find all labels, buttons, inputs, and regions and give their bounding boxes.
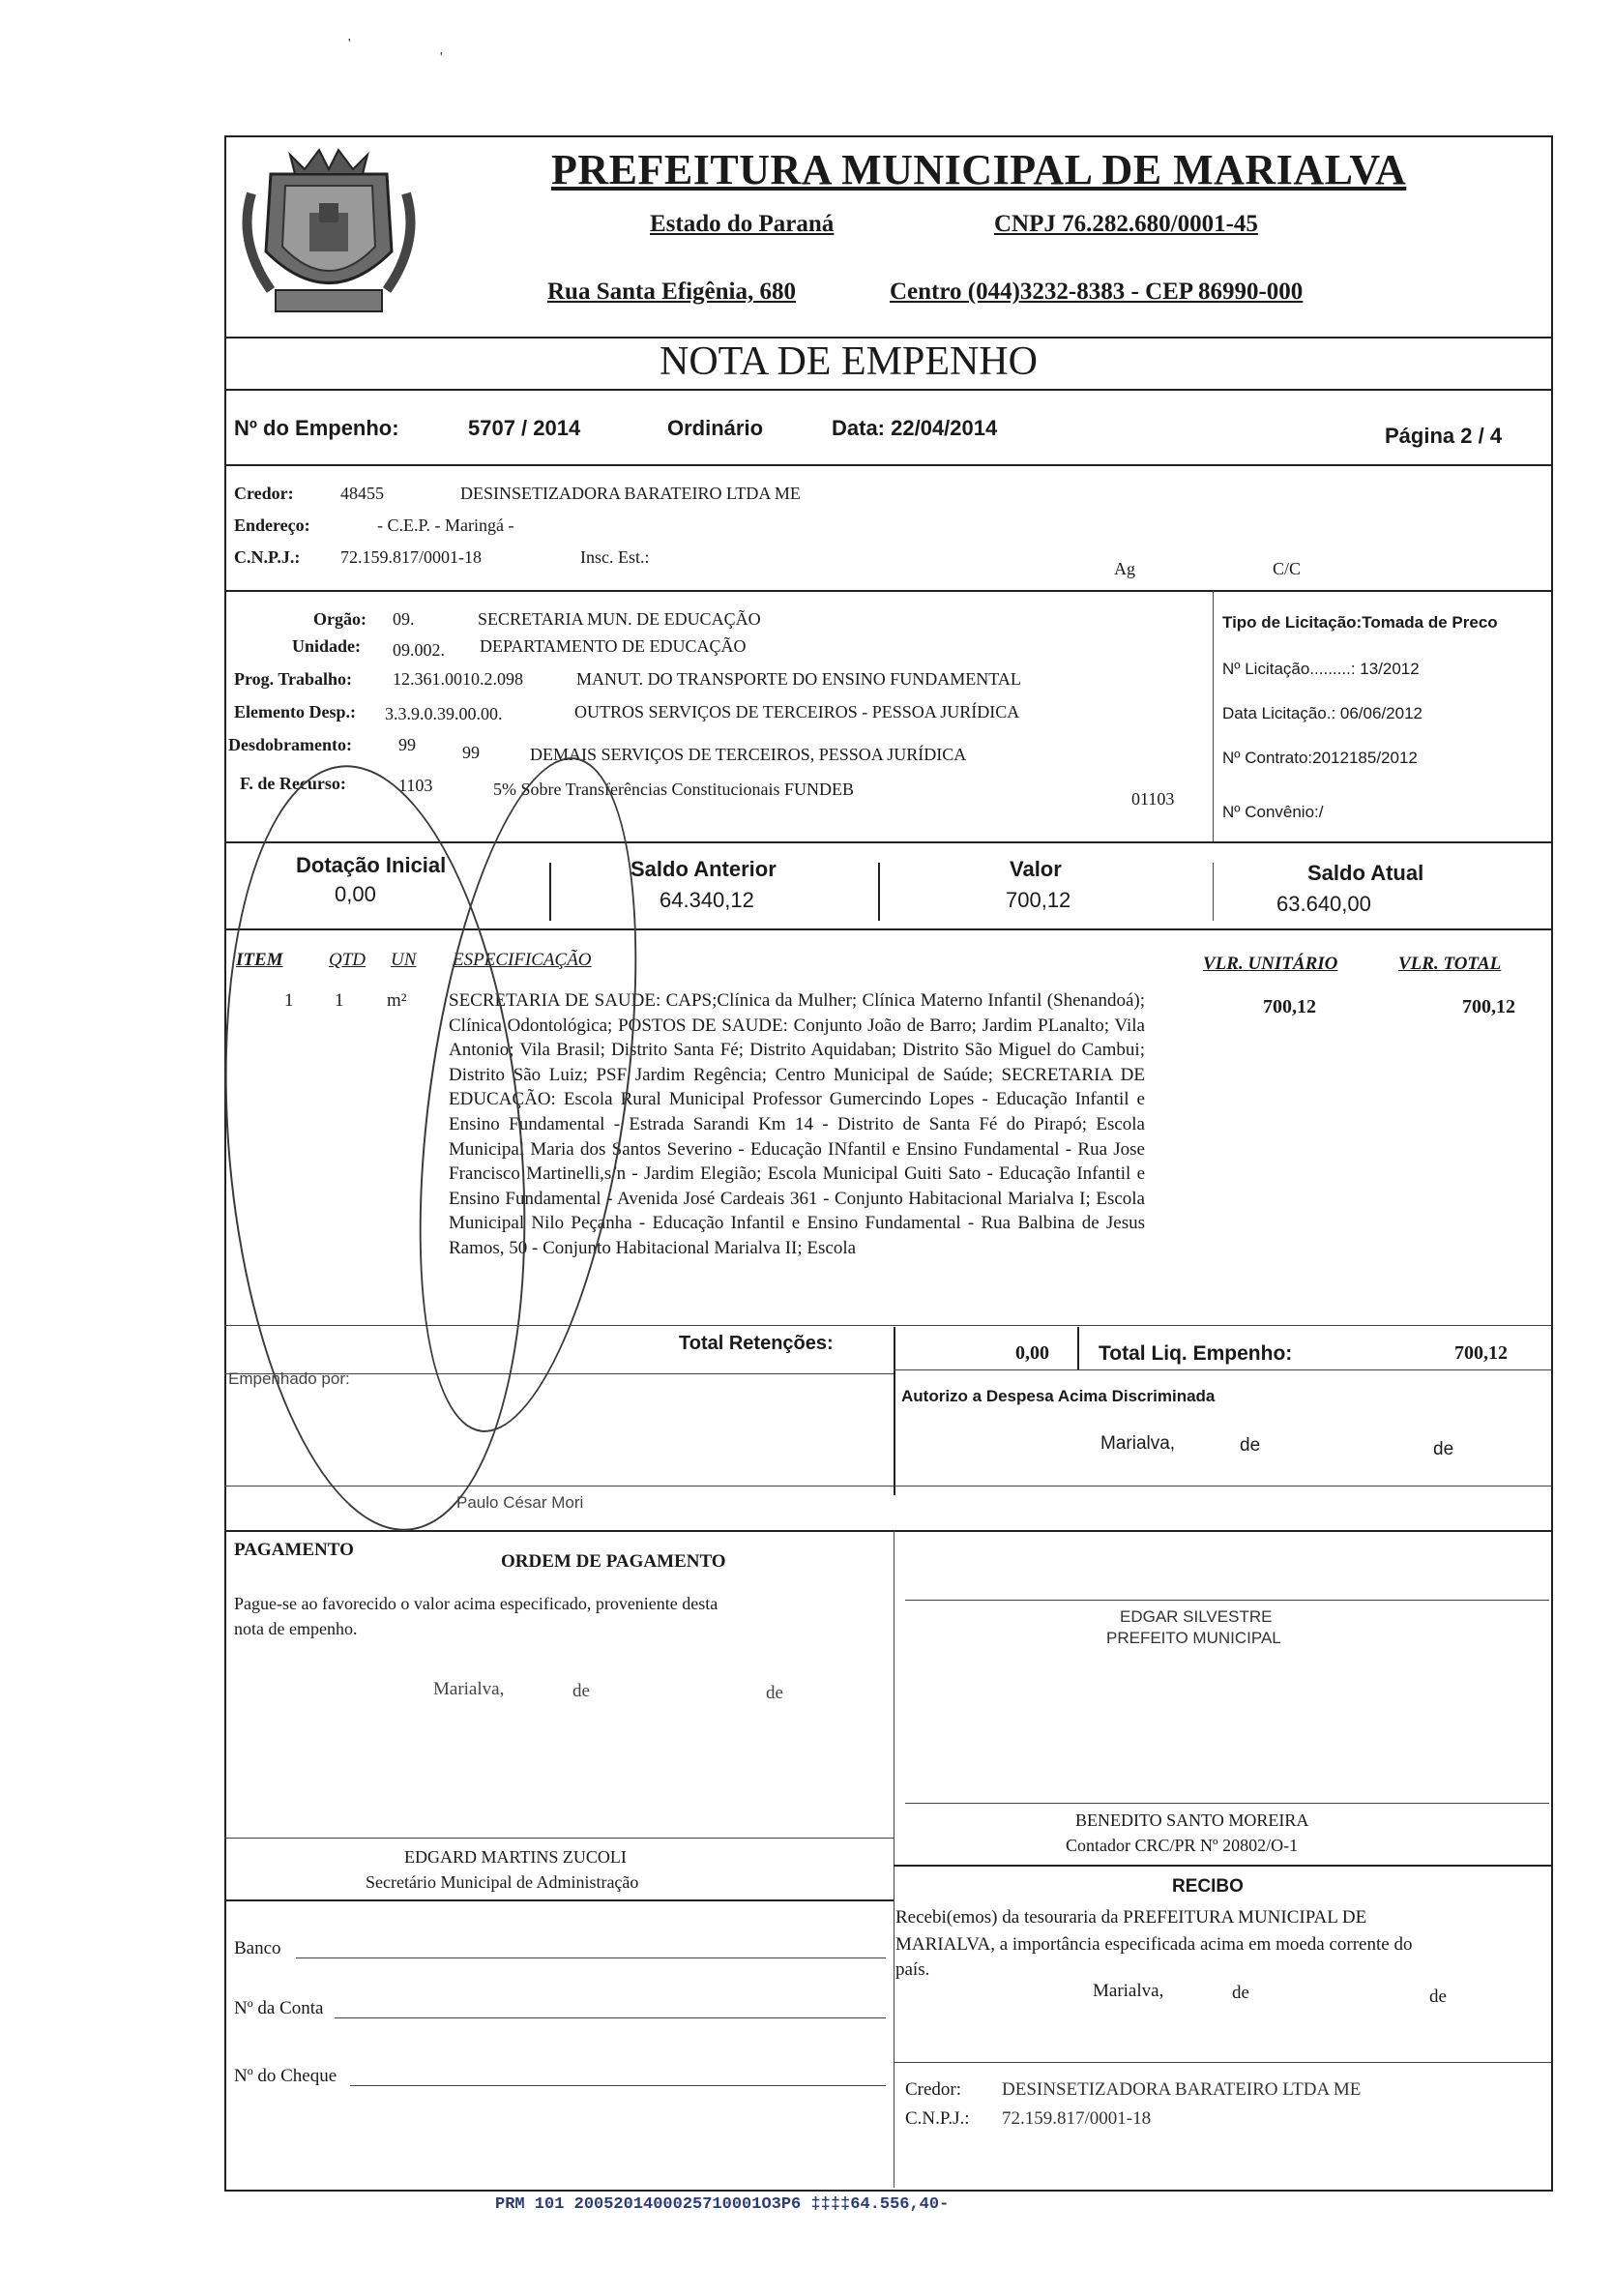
- address-rest: Centro (044)3232-8383 - CEP 86990-000: [890, 279, 1304, 305]
- col-especificacao: ESPECIFICAÇÃO: [453, 950, 592, 970]
- saldo-anterior-value: 64.340,12: [660, 888, 754, 912]
- item-vlr-total: 700,12: [1462, 996, 1515, 1017]
- valor-value: 700,12: [1006, 888, 1071, 912]
- elemento-label: Elemento Desp.:: [234, 702, 356, 721]
- empenho-number: 5707 / 2014: [468, 416, 581, 440]
- desdob-code-1: 99: [398, 735, 416, 754]
- empenhado-nome: Paulo César Mori: [456, 1493, 584, 1512]
- pagamento-text-2: nota de empenho.: [234, 1619, 358, 1638]
- pagamento-de-1: de: [572, 1681, 590, 1701]
- retencoes-label: Total Retenções:: [679, 1333, 834, 1354]
- desdob-name: DEMAIS SERVIÇOS DE TERCEIROS, PESSOA JURÍDICA: [530, 745, 967, 764]
- pagamento-label: PAGAMENTO: [234, 1540, 354, 1560]
- banco-label: Banco: [234, 1938, 281, 1958]
- retencoes-value: 0,00: [1015, 1342, 1049, 1364]
- org-name: PREFEITURA MUNICIPAL DE MARIALVA: [551, 146, 1407, 193]
- numero-convenio: Nº Convênio:/: [1222, 803, 1324, 821]
- empenho-date: Data: 22/04/2014: [832, 416, 998, 440]
- credor-code: 48455: [340, 484, 384, 503]
- item-especificacao: SECRETARIA DE SAUDE: CAPS;Clínica da Mulher; Clínica Materno Infantil (Shenandoá); Clínica Odontológica; POSTOS DE SAUDE: Conjunto João de Barro; Jardim PLanalto; Vila Antonio; Vila Brasil; Distrito Santa Fé; Distrito Aquidaban; Distrito São Miguel do Cambui; Distrito São Luiz; PSF Jardim Regência; Centro Municipal de Saúde; SECRETARIA DE EDUCAÇÃO: Escola Rural Municipal Professor Gumercindo Lopes - Educação Infantil e Ensino Fundamental - Estrada Sarandi Km 14 - Distrito de Santa Fé do Pirapó; Escola Municipal Maria dos Santos Severino - Educação INfantil e Ensino Fundamental - Rua Jose Francisco Martinelli,s/n - Jardim Elegião; Escola Municipal Guiti Sato - Educação Infantil e Ensino Fundamental - Avenida José Cardeais 361 - Conjunto Habitacional Marialva I; Escola Municipal Nilo Peçanha - Educação Infantil e Ensino Fundamental - Rua Balbina de Jesus Ramos, 50 - Conjunto Habitacional Marialva II; Escola: [449, 990, 1145, 1258]
- recibo-local: Marialva,: [1093, 1981, 1164, 2001]
- numero-licitacao: Nº Licitação.........: 13/2012: [1222, 660, 1420, 678]
- pagamento-de-2: de: [766, 1683, 783, 1703]
- item-vlr-unitario: 700,12: [1263, 996, 1316, 1017]
- autorizo-de-2: de: [1433, 1439, 1454, 1459]
- item-qtd: 1: [335, 990, 344, 1011]
- cheque-label: Nº do Cheque: [234, 2066, 337, 2086]
- address-value: - C.E.P. - Maringá -: [377, 515, 514, 535]
- contador-cargo: Contador CRC/PR Nº 20802/O-1: [1066, 1836, 1299, 1855]
- scan-mark: ': [348, 37, 351, 51]
- credor-label: Credor:: [234, 484, 294, 503]
- recibo-credor-nome: DESINSETIZADORA BARATEIRO LTDA ME: [1002, 2079, 1362, 2100]
- orgao-label: Orgão:: [313, 609, 367, 629]
- recibo-credor-label: Credor:: [905, 2079, 962, 2100]
- col-item: ITEM: [236, 950, 283, 970]
- address-label: Endereço:: [234, 515, 310, 535]
- cc-label: C/C: [1273, 559, 1302, 578]
- desdob-label: Desdobramento:: [228, 735, 352, 754]
- unidade-label: Unidade:: [292, 636, 362, 656]
- col-vlr-total: VLR. TOTAL: [1398, 954, 1502, 974]
- col-un: UN: [391, 950, 417, 970]
- credor-name: DESINSETIZADORA BARATEIRO LTDA ME: [460, 484, 801, 503]
- ordem-pagamento: ORDEM DE PAGAMENTO: [501, 1551, 726, 1572]
- autorizo-text: Autorizo a Despesa Acima Discriminada: [901, 1387, 1216, 1405]
- tipo-licitacao: Tipo de Licitação:Tomada de Preco: [1222, 613, 1498, 632]
- recibo-de-1: de: [1232, 1983, 1249, 2003]
- ag-label: Ag: [1114, 559, 1135, 578]
- saldo-atual-label: Saldo Atual: [1307, 861, 1424, 885]
- dotacao-label: Dotação Inicial: [296, 853, 447, 877]
- recurso-name: 5% Sobre Transferências Constitucionais FUNDEB: [493, 780, 854, 799]
- liquido-label: Total Liq. Empenho:: [1099, 1342, 1293, 1365]
- recibo-cnpj: 72.159.817/0001-18: [1002, 2108, 1152, 2129]
- prefeito-cargo: PREFEITO MUNICIPAL: [1106, 1629, 1281, 1647]
- dotacao-value: 0,00: [335, 882, 376, 906]
- barcode-text: PRM 101 2005201400025710001O3P6 ‡‡‡‡64.556,40-: [495, 2195, 950, 2214]
- pagamento-local: Marialva,: [433, 1679, 505, 1699]
- liquido-value: 700,12: [1454, 1342, 1508, 1364]
- street-address: Rua Santa Efigênia, 680: [547, 279, 796, 305]
- state-name: Estado do Paraná: [650, 211, 835, 237]
- empenho-number-label: Nº do Empenho:: [234, 416, 399, 440]
- col-vlr-unitario: VLR. UNITÁRIO: [1203, 954, 1338, 974]
- valor-label: Valor: [1010, 857, 1062, 881]
- desdob-code-2: 99: [462, 743, 480, 762]
- elemento-name: OUTROS SERVIÇOS DE TERCEIROS - PESSOA JURÍDICA: [574, 702, 1020, 721]
- autorizo-de-1: de: [1240, 1435, 1261, 1456]
- unidade-code: 09.002.: [393, 640, 445, 660]
- numero-contrato: Nº Contrato:2012185/2012: [1222, 749, 1418, 767]
- header-cnpj: CNPJ 76.282.680/0001-45: [994, 211, 1258, 237]
- autorizo-local: Marialva,: [1100, 1433, 1176, 1454]
- empenhado-por-label: Empenhado por:: [228, 1369, 350, 1388]
- prefeito-nome: EDGAR SILVESTRE: [1120, 1607, 1273, 1626]
- recibo-text-2: MARIALVA, a importância especificada acima em moeda corrente do: [895, 1934, 1413, 1955]
- orgao-code: 09.: [393, 609, 415, 629]
- pagamento-text-1: Pague-se ao favorecido o valor acima especificado, proveniente desta: [234, 1594, 719, 1613]
- item-un: m²: [387, 990, 407, 1011]
- insc-label: Insc. Est.:: [580, 547, 650, 567]
- elemento-code: 3.3.9.0.39.00.00.: [385, 704, 503, 723]
- data-licitacao: Data Licitação.: 06/06/2012: [1222, 704, 1422, 722]
- secretario-cargo: Secretário Municipal de Administração: [366, 1872, 639, 1892]
- unidade-name: DEPARTAMENTO DE EDUCAÇÃO: [480, 636, 747, 656]
- saldo-atual-value: 63.640,00: [1276, 892, 1371, 916]
- recibo-text-3: país.: [895, 1959, 930, 1980]
- document-title: NOTA DE EMPENHO: [660, 339, 1038, 384]
- recibo-label: RECIBO: [1172, 1876, 1244, 1897]
- prog-name: MANUT. DO TRANSPORTE DO ENSINO FUNDAMENTAL: [576, 669, 1021, 689]
- conta-label: Nº da Conta: [234, 1998, 324, 2018]
- secretario-nome: EDGARD MARTINS ZUCOLI: [404, 1847, 627, 1867]
- prog-label: Prog. Trabalho:: [234, 669, 353, 689]
- recibo-de-2: de: [1429, 1987, 1447, 2007]
- scan-mark: ': [440, 50, 443, 65]
- empenho-type: Ordinário: [667, 416, 764, 440]
- recurso-code: 1103: [398, 776, 433, 795]
- coat-of-arms-icon: [232, 145, 425, 329]
- recurso-label: F. de Recurso:: [240, 774, 346, 793]
- orgao-name: SECRETARIA MUN. DE EDUCAÇÃO: [478, 609, 761, 629]
- saldo-anterior-label: Saldo Anterior: [631, 857, 777, 881]
- credor-cnpj: 72.159.817/0001-18: [340, 547, 482, 567]
- recibo-text-1: Recebi(emos) da tesouraria da PREFEITURA MUNICIPAL DE: [895, 1907, 1367, 1928]
- item-number: 1: [284, 990, 294, 1011]
- cnpj-label: C.N.P.J.:: [234, 547, 301, 567]
- recibo-cnpj-label: C.N.P.J.:: [905, 2108, 970, 2129]
- page-number: Página 2 / 4: [1385, 424, 1503, 448]
- col-qtd: QTD: [329, 950, 367, 970]
- contador-nome: BENEDITO SANTO MOREIRA: [1075, 1810, 1309, 1830]
- recurso-code-right: 01103: [1131, 789, 1175, 809]
- prog-code: 12.361.0010.2.098: [393, 669, 523, 689]
